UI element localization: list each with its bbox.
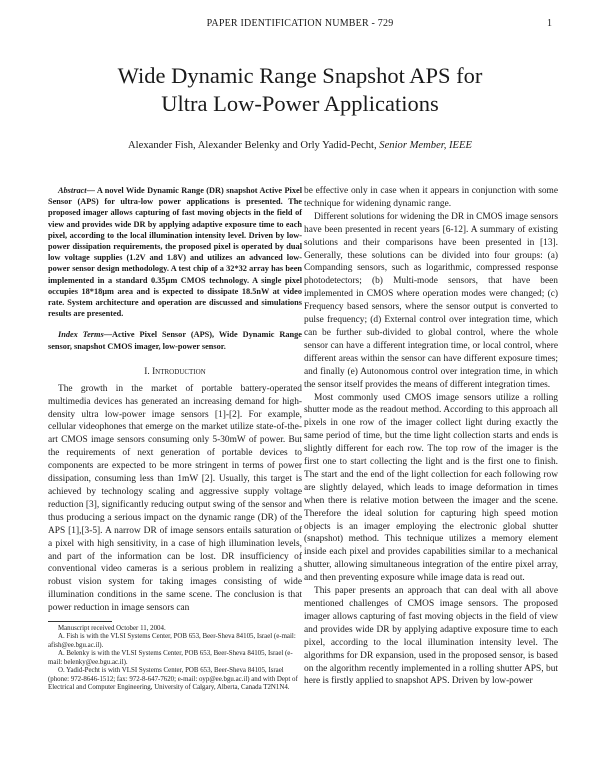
index-terms-label: Index Terms [58, 330, 104, 340]
index-terms-text: —Active Pixel Sensor (APS), Wide Dynamic Range sensor, snapshot CMOS imager, low-power sensor. [48, 330, 302, 351]
footnote-divider [48, 621, 112, 622]
index-terms [48, 329, 302, 351]
abstract-text: — A novel Wide Dynamic Range (DR) snapshot Active Pixel Sensor (APS) for ultra-low power applications is presented. The proposed imager allows capturing of fast moving objects in the field of view and provides wide DR by applying adaptive exposure time to each pixel, according to the local illumination intensity level. Driven by low-power dissipation requirements, the proposed pixel is operated by dual low voltage supplies (1.2V and 1.8V) and utilizes an advanced low-power sensor design methodology. A test chip of a 32*32 array has been implemented in a standard 0.35µm CMOS technology. A single pixel occupies 18*18µm area and is expected to dissipate 18.5nW at video rate. System architecture and operation are discussed and simulations results are presented. [48, 186, 302, 319]
page-number: 1 [547, 18, 552, 29]
abstract-label: Abstract [58, 186, 87, 195]
footnote: A. Fish is with the VLSI Systems Center, POB 653, Beer-Sheva 84105, Israel (e-mail: afish@ee.bgu.ac.il). [48, 633, 296, 649]
footnote: Manuscript received October 11, 2004. [58, 625, 166, 633]
footnote: A. Belenky is with the VLSI Systems Center, POB 653, Beer-Sheva 84105, Israel (e-mail: belenky@ee.bgu.ac.il). [48, 650, 293, 666]
section-numeral: I. [144, 366, 153, 377]
footnote: O. Yadid-Pecht is with VLSI Systems Center, POB 653, Beer-Sheva 84105, Israel (phone: 972-8646-1512; fax: 972-8-647-7620; e-mail: oyp@ee.bgu.ac.il) and with Dept of Electrical and Computer Engineering, University of Calgary, Alberta, Canada T2N1N4. [48, 667, 298, 691]
abstract [48, 185, 302, 319]
body-paragraph: The growth in the market of portable battery-operated multimedia devices has generated an increasing demand for high-density ultra low-power image sensors [1]-[2]. For example, cellular videophones that emerge on the market utilize state-of-the-art CMOS image sensors consuming only 5-30mW of power. But the requirements of next generation of portable devices to components are expected to be more stringent in terms of power dissipation, consuming less than 1mW [2]. Usually, this target is achieved by technology scaling and aggressive supply voltage reduction [3], significantly reducing output swing of the sensor and thus producing a serious impact on the dynamic range (DR) of the APS [1],[3-5]. A narrow DR of image sensors entails saturation of a pixel with high sensitivity, in a case of high illumination levels, and part of the information can be lost. DR insufficiency of conventional video cameras is a serious problem in realizing a robust vision system for taking images consisting of wide illumination conditions in the same scene. The conclusion is that power reduction in image sensors can [48, 383, 302, 614]
author-line [40, 140, 560, 151]
paper-id-header: PAPER IDENTIFICATION NUMBER - 729 [206, 18, 394, 29]
title-line-1: Wide Dynamic Range Snapshot APS for [117, 63, 483, 88]
author-grade: Senior Member, IEEE [379, 140, 472, 151]
author-names: Alexander Fish, Alexander Belenky and Orly Yadid-Pecht, [128, 140, 380, 151]
title-line-2: Ultra Low-Power Applications [161, 91, 439, 116]
body-paragraph: Different solutions for widening the DR in CMOS image sensors have been presented in recent years [6-12]. A summary of existing solutions and their comparisons have been presented in [13]. Generally, these solutions can be divided into four groups: (a) Companding sensors, such as logarithmic, compressed response photodetectors; (b) Multi-mode sensors, that have been implemented in CMOS where operation modes were changed; (c) Frequency based sensors, where the sensor output is converted to pulse frequency; (d) External control over integration time, which can be further sub-divided to global control, where the whole sensor can have a different integration time, or local control, where different areas within the sensor can have different exposure times; and finally (e) Autonomous control over integration time, in which the sensor itself provides the means of different integration times. [304, 211, 558, 390]
body-paragraph: be effective only in case when it appears in conjunction with some technique for widening dynamic range. [304, 186, 558, 209]
body-paragraph: Most commonly used CMOS image sensors utilize a rolling shutter mode as the readout method. According to this approach all pixels in one row of the imager collect light during exactly the same period of time, but the time light collection starts and ends is slightly different for each row. The top row of the imager is the first one to start collecting the light and is the first one to finish. The start and the end of the light collection for each following row are slightly delayed, which leads to image deformation in times when there is relative motion between the imager and the scene. Therefore the ideal solution for capturing high speed motion objects is an imager employing the electronic global shutter (snapshot) method. This technique utilizes a memory element inside each pixel and provides capabilities similar to a mechanical shutter, allowing simultaneous integration of the entire pixel array, and then preventing exposure while image data is read out. [304, 392, 558, 584]
paper-title [40, 62, 560, 118]
section-title: Introduction [152, 366, 206, 377]
right-column [304, 185, 558, 688]
section-heading-introduction [48, 366, 302, 379]
body-paragraph: This paper presents an approach that can deal with all above mentioned challenges of CMOS image sensors. The proposed imager allows capturing of fast moving objects in the field of view and provides wide DR by applying adaptive exposure time to each pixel, according to the local illumination intensity level. The algorithms for DR expansion, used in the proposed sensor, is based on the algorithm recently implemented in a rolling shutter APS, but here is firstly applied to snapshot APS. Driven by low-power [304, 586, 558, 687]
left-column [48, 185, 302, 692]
